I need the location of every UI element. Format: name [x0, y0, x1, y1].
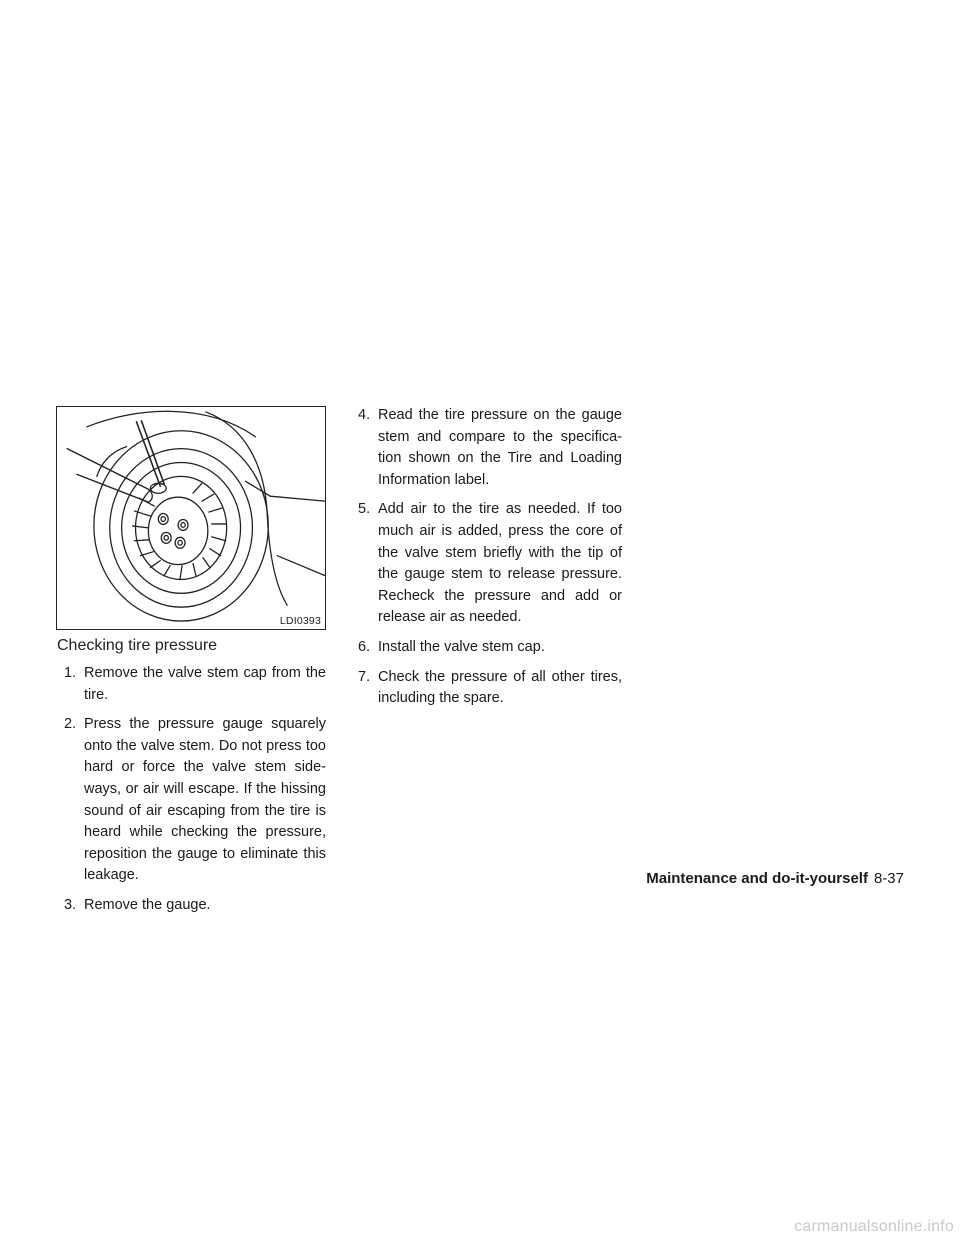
step-text: Read the tire pressure on the gauge stem and compare to the specifica-tion shown on the Tire and Loading Information label.	[378, 407, 622, 488]
step-number: 6.	[358, 638, 371, 655]
step-text: Install the valve stem cap.	[378, 638, 545, 655]
tire-pressure-illustration	[56, 406, 326, 630]
steps-list-right	[358, 405, 622, 718]
step-item	[64, 895, 326, 917]
footer-section-title: Maintenance and do-it-yourself	[646, 870, 868, 887]
step-number: 2.	[64, 716, 77, 733]
figure-code-label: LDI0393	[279, 615, 321, 627]
step-text: Press the pressure gauge squarely onto the valve stem. Do not press too hard or force the valve stem side-ways, or air will escape. If the hissing sound of air escaping from the tire is heard while checking the pressure, reposition the gauge to eliminate this leakage.	[84, 716, 326, 884]
step-item	[358, 637, 622, 659]
page-footer	[646, 870, 904, 887]
step-text: Remove the gauge.	[84, 896, 211, 913]
watermark: carmanualsonline.info	[794, 1218, 954, 1235]
step-number: 7.	[358, 668, 371, 685]
step-number: 4.	[358, 407, 371, 423]
section-heading: Checking tire pressure	[57, 637, 218, 654]
step-number: 5.	[358, 501, 371, 518]
step-item	[358, 499, 622, 629]
step-number: 3.	[64, 896, 77, 913]
tire-gauge-drawing	[57, 407, 325, 629]
step-item	[64, 663, 326, 706]
step-text: Add air to the tire as needed. If too much air is added, press the core of the valve stem briefly with the tip of the gauge stem to release pressure. Recheck the pressure and add or release air as needed.	[378, 501, 622, 626]
step-number: 1.	[64, 665, 77, 681]
step-item	[358, 667, 622, 710]
step-item	[358, 405, 622, 491]
steps-list-left	[64, 663, 326, 925]
step-item	[64, 714, 326, 887]
step-text: Remove the valve stem cap from the tire.	[84, 665, 326, 703]
step-text: Check the pressure of all other tires, including the spare.	[378, 668, 622, 707]
page-number: 8-37	[873, 870, 904, 887]
